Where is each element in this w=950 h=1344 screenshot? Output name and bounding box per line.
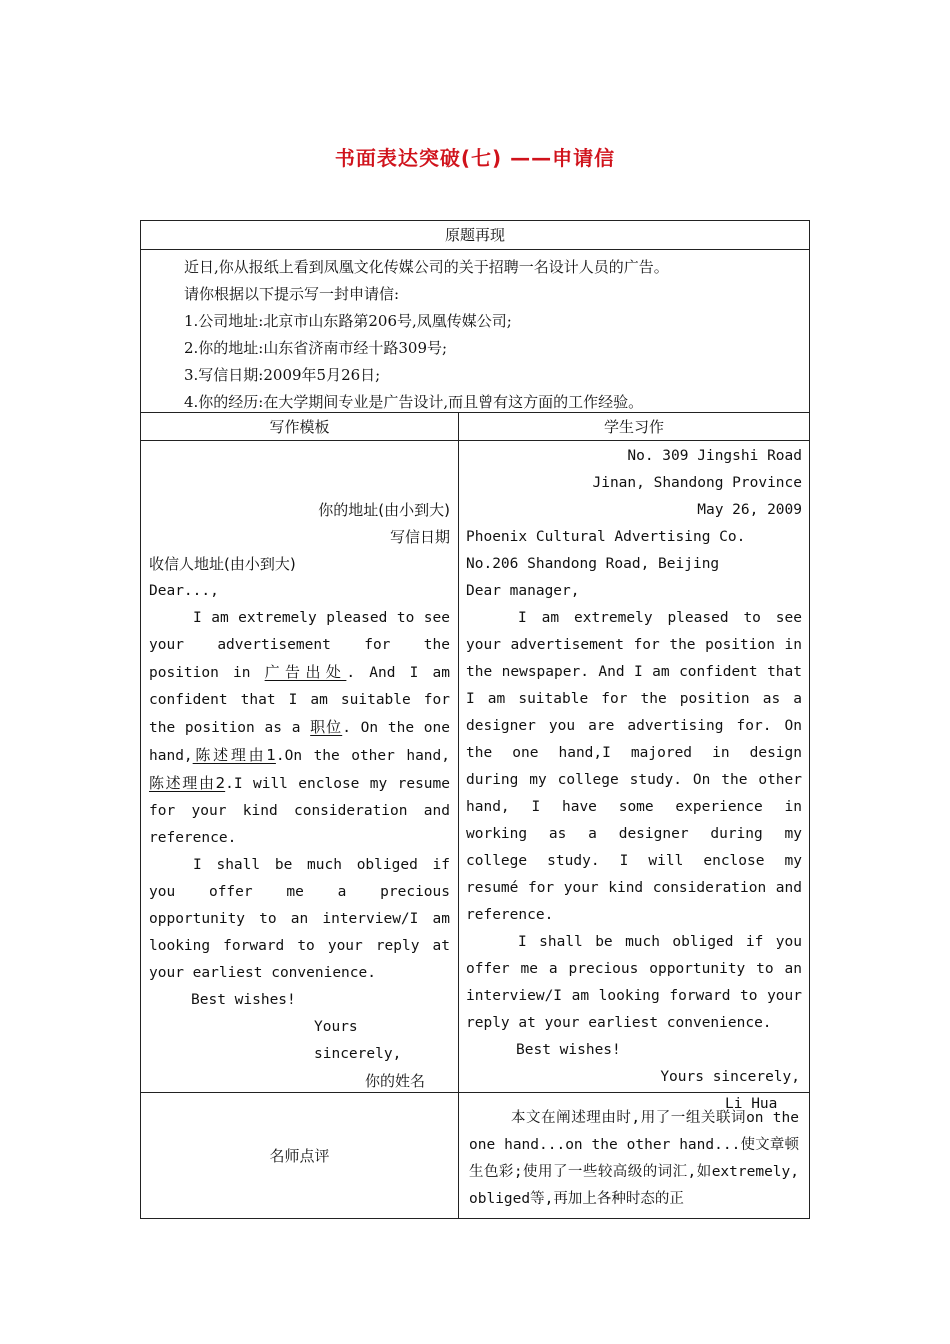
template-column [149,497,450,1095]
underline-position: 职位 [310,718,343,736]
student-sign-off: Yours sincerely, [660,1069,800,1085]
comment-text [459,1093,809,1213]
template-name: 你的姓名 [365,1072,426,1090]
original-prompt [141,249,809,413]
template-paragraph-2: I shall be much obliged if you offer me a precious opportunity to an interview/I am looking forward to your reply at your earliest convenience. [149,857,450,981]
prompt-line: 请你根据以下提示写一封申请信: [184,285,400,303]
underline-reason-1: 陈述理由1 [192,746,276,764]
template-date: 写信日期 [389,528,450,546]
column-header-row [141,412,809,441]
student-closing: Best wishes! [516,1042,621,1058]
body-row [141,440,809,1112]
student-name: Li Hua [725,1096,778,1112]
prompt-line: 1.公司地址:北京市山东路第206号,凤凰传媒公司; [184,312,512,330]
student-date: May 26, 2009 [697,502,802,518]
template-closing: Best wishes! [191,992,296,1008]
underline-reason-2: 陈述理由2 [149,774,226,792]
student-address-2: Jinan, Shandong Province [592,475,802,491]
prompt-line: 2.你的地址:山东省济南市经十路309号; [184,339,448,357]
comment-label: 名师点评 [269,1147,330,1165]
underline-source: 广告出处 [264,663,347,681]
template-header: 写作模板 [269,418,330,436]
template-salutation: Dear..., [149,583,219,599]
student-header: 学生习作 [603,418,664,436]
student-column [466,443,802,1118]
prompt-line: 近日,你从报纸上看到凤凰文化传媒公司的关于招聘一名设计人员的广告。 [184,258,669,276]
student-paragraph-2: I shall be much obliged if you offer me a precious opportunity to an interview/I am looking forward to your reply at your earliest convenience. [466,934,802,1031]
prompt-line: 3.写信日期:2009年5月26日; [184,366,381,384]
content-table [140,220,810,1219]
template-recipient-address: 收信人地址(由小到大) [149,555,296,573]
comment-row [141,1092,809,1219]
template-paragraph-1: I am extremely pleased to see your advertisement for the position in 广告出处. And I am confident that I am suitable for the position as a 职位. On the one hand,陈述理由1.On the other hand, 陈述理由2.I will enclose my resume for your kind consideration and reference. [149,610,451,846]
student-recipient-2: No.206 Shandong Road, Beijing [466,556,720,572]
student-salutation: Dear manager, [466,583,580,599]
comment-paragraph: 本文在阐述理由时,用了一组关联词on the one hand...on the other hand...使文章顿生色彩;使用了一些较高级的词汇,如extremely, obliged等,再加上各种时态的正 [469,1110,799,1207]
original-header: 原题再现 [444,226,505,244]
student-paragraph-1: I am extremely pleased to see your advertisement for the position in the newspaper. And I am confident that I am suitable for the position as a designer you are advertising for. On the one hand,I majored in design during my college study. On the other hand, I have some experience in working as a designer during my college study. I will enclose my resumé for your kind consideration and reference. [466,610,802,923]
student-recipient-1: Phoenix Cultural Advertising Co. [466,529,746,545]
student-address-1: No. 309 Jingshi Road [627,448,802,464]
page-title: 书面表达突破(七) ——申请信 [334,146,616,170]
template-sign-off: Yours sincerely, [314,1019,402,1062]
template-your-address: 你的地址(由小到大) [318,501,450,519]
prompt-line: 4.你的经历:在大学期间专业是广告设计,而且曾有这方面的工作经验。 [184,393,644,411]
